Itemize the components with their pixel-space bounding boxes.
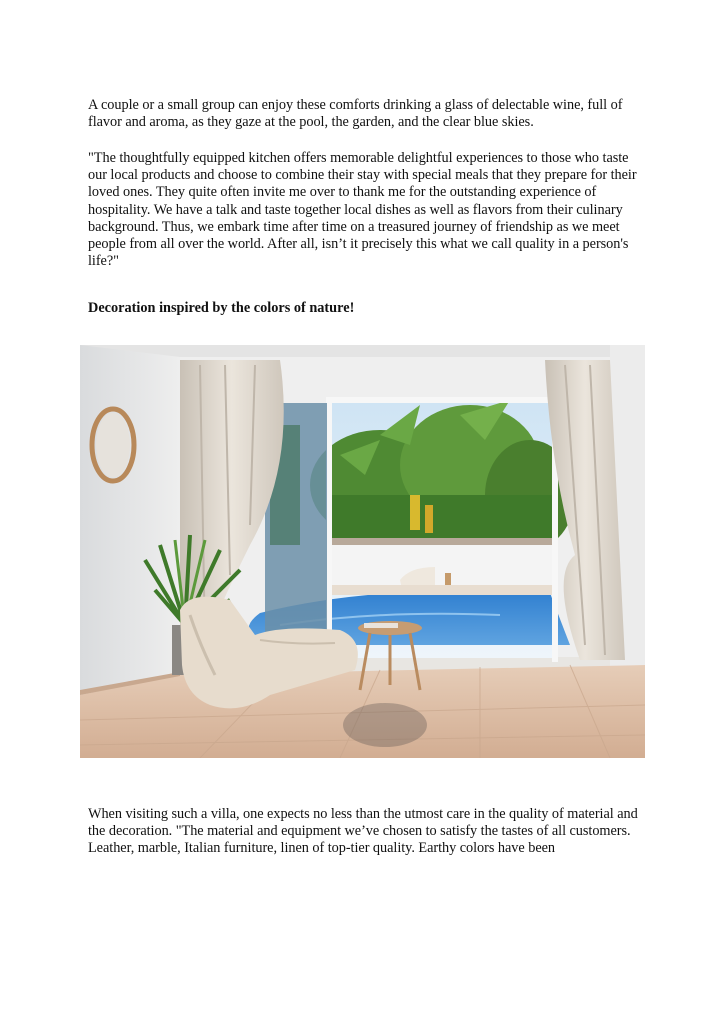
left-wall — [80, 345, 180, 695]
garden-wall — [330, 545, 555, 590]
section-heading: Decoration inspired by the colors of nature! — [88, 300, 355, 316]
room-photo — [80, 345, 645, 758]
window-frame-top — [326, 397, 558, 403]
quote-paragraph: "The thoughtfully equipped kitchen offers memorable delightful experiences to those who taste our local products and choose to combine their stay with special meals that they prepare for their loved ones. They quite often invite me over to thank me for the outstanding experience of hospitality. We have a talk and taste together local dishes as well as flavors from their culinary background. Thus, we embark time after time on a treasured journey of friendship as we meet people from all over the world. After all, isn’t it precisely this what we call quality in a person's life?" — [88, 150, 637, 270]
intro-paragraph: A couple or a small group can enjoy these comforts drinking a glass of delectable wine, full of flavor and aroma, as they gaze at the pool, the garden, and the clear blue skies. — [88, 97, 623, 131]
closing-paragraph: When visiting such a villa, one expects no less than the utmost care in the quality of material and the decoration. "The material and equipment we’ve chosen to satisfy the tastes of all customers. Leather, marble, Italian furniture, linen of top-tier quality. Earthy colors have been — [88, 806, 638, 857]
fence — [330, 538, 555, 546]
table-shadow — [343, 703, 427, 747]
